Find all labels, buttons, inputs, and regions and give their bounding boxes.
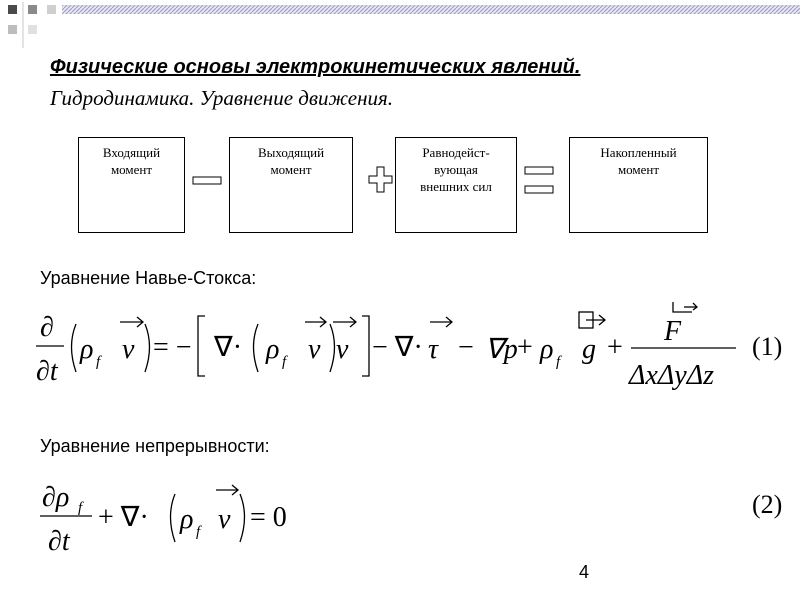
svg-text:v: v bbox=[218, 504, 231, 535]
svg-text:ρ: ρ bbox=[540, 334, 554, 365]
box-label-line: Выходящий bbox=[257, 145, 325, 160]
svg-text:−: − bbox=[458, 332, 474, 363]
svg-text:f: f bbox=[196, 524, 201, 540]
box-label-line: внешних сил bbox=[420, 179, 492, 194]
svg-text:ρ: ρ bbox=[180, 504, 194, 535]
equation-number: (1) bbox=[752, 332, 783, 361]
svg-text:g: g bbox=[582, 334, 596, 365]
box-label-line: Накопленный bbox=[600, 145, 677, 160]
svg-text:+: + bbox=[517, 332, 533, 363]
navier-stokes-equation bbox=[0, 290, 760, 400]
svg-text:= 0: = 0 bbox=[250, 502, 287, 533]
svg-text:F: F bbox=[664, 316, 682, 347]
slide-subtitle: Гидродинамика. Уравнение движения. bbox=[50, 86, 394, 110]
svg-text:f: f bbox=[282, 354, 287, 370]
svg-text:+ ∇·: + ∇· bbox=[98, 502, 149, 533]
navier-stokes-heading: Уравнение Навье-Стокса: bbox=[40, 268, 257, 288]
plus-operator bbox=[369, 167, 392, 192]
svg-text:∂t: ∂t bbox=[36, 356, 58, 387]
page-number: 4 bbox=[579, 562, 590, 582]
equals-operator bbox=[525, 167, 553, 174]
box-label-line: момент bbox=[270, 162, 312, 177]
svg-text:v: v bbox=[122, 334, 135, 365]
svg-text:∇p: ∇p bbox=[485, 334, 518, 365]
box-label-line: вующая bbox=[434, 162, 478, 177]
svg-text:f: f bbox=[78, 500, 83, 516]
continuity-equation bbox=[0, 470, 400, 560]
svg-text:− ∇·: − ∇· bbox=[372, 332, 423, 363]
svg-text:ρ: ρ bbox=[80, 334, 94, 365]
minus-operator bbox=[193, 177, 221, 184]
svg-text:∇·: ∇· bbox=[214, 332, 243, 363]
svg-text:= −: = − bbox=[153, 332, 192, 363]
slide-title: Физические основы электрокинетических явлений. bbox=[50, 56, 581, 78]
svg-text:τ: τ bbox=[428, 334, 439, 365]
equals-operator bbox=[525, 186, 553, 193]
svg-text:ρ: ρ bbox=[266, 334, 280, 365]
svg-text:+: + bbox=[607, 332, 623, 363]
continuity-heading: Уравнение непрерывности: bbox=[40, 436, 270, 456]
diagram-operators bbox=[0, 0, 800, 260]
box-label-line: момент bbox=[110, 162, 153, 177]
svg-text:∂t: ∂t bbox=[48, 526, 70, 557]
svg-text:f: f bbox=[556, 354, 561, 370]
svg-text:v: v bbox=[308, 334, 321, 365]
svg-text:v: v bbox=[336, 334, 349, 365]
equation-number: (2) bbox=[752, 490, 783, 519]
svg-text:∂ρ: ∂ρ bbox=[42, 482, 70, 513]
box-label-line: Входящий bbox=[102, 145, 161, 160]
box-label-line: Равнодейст- bbox=[422, 145, 490, 160]
svg-text:ΔxΔyΔz: ΔxΔyΔz bbox=[629, 360, 715, 391]
box-label-line: момент bbox=[617, 162, 660, 177]
svg-text:∂: ∂ bbox=[40, 312, 54, 343]
svg-text:f: f bbox=[96, 354, 101, 370]
